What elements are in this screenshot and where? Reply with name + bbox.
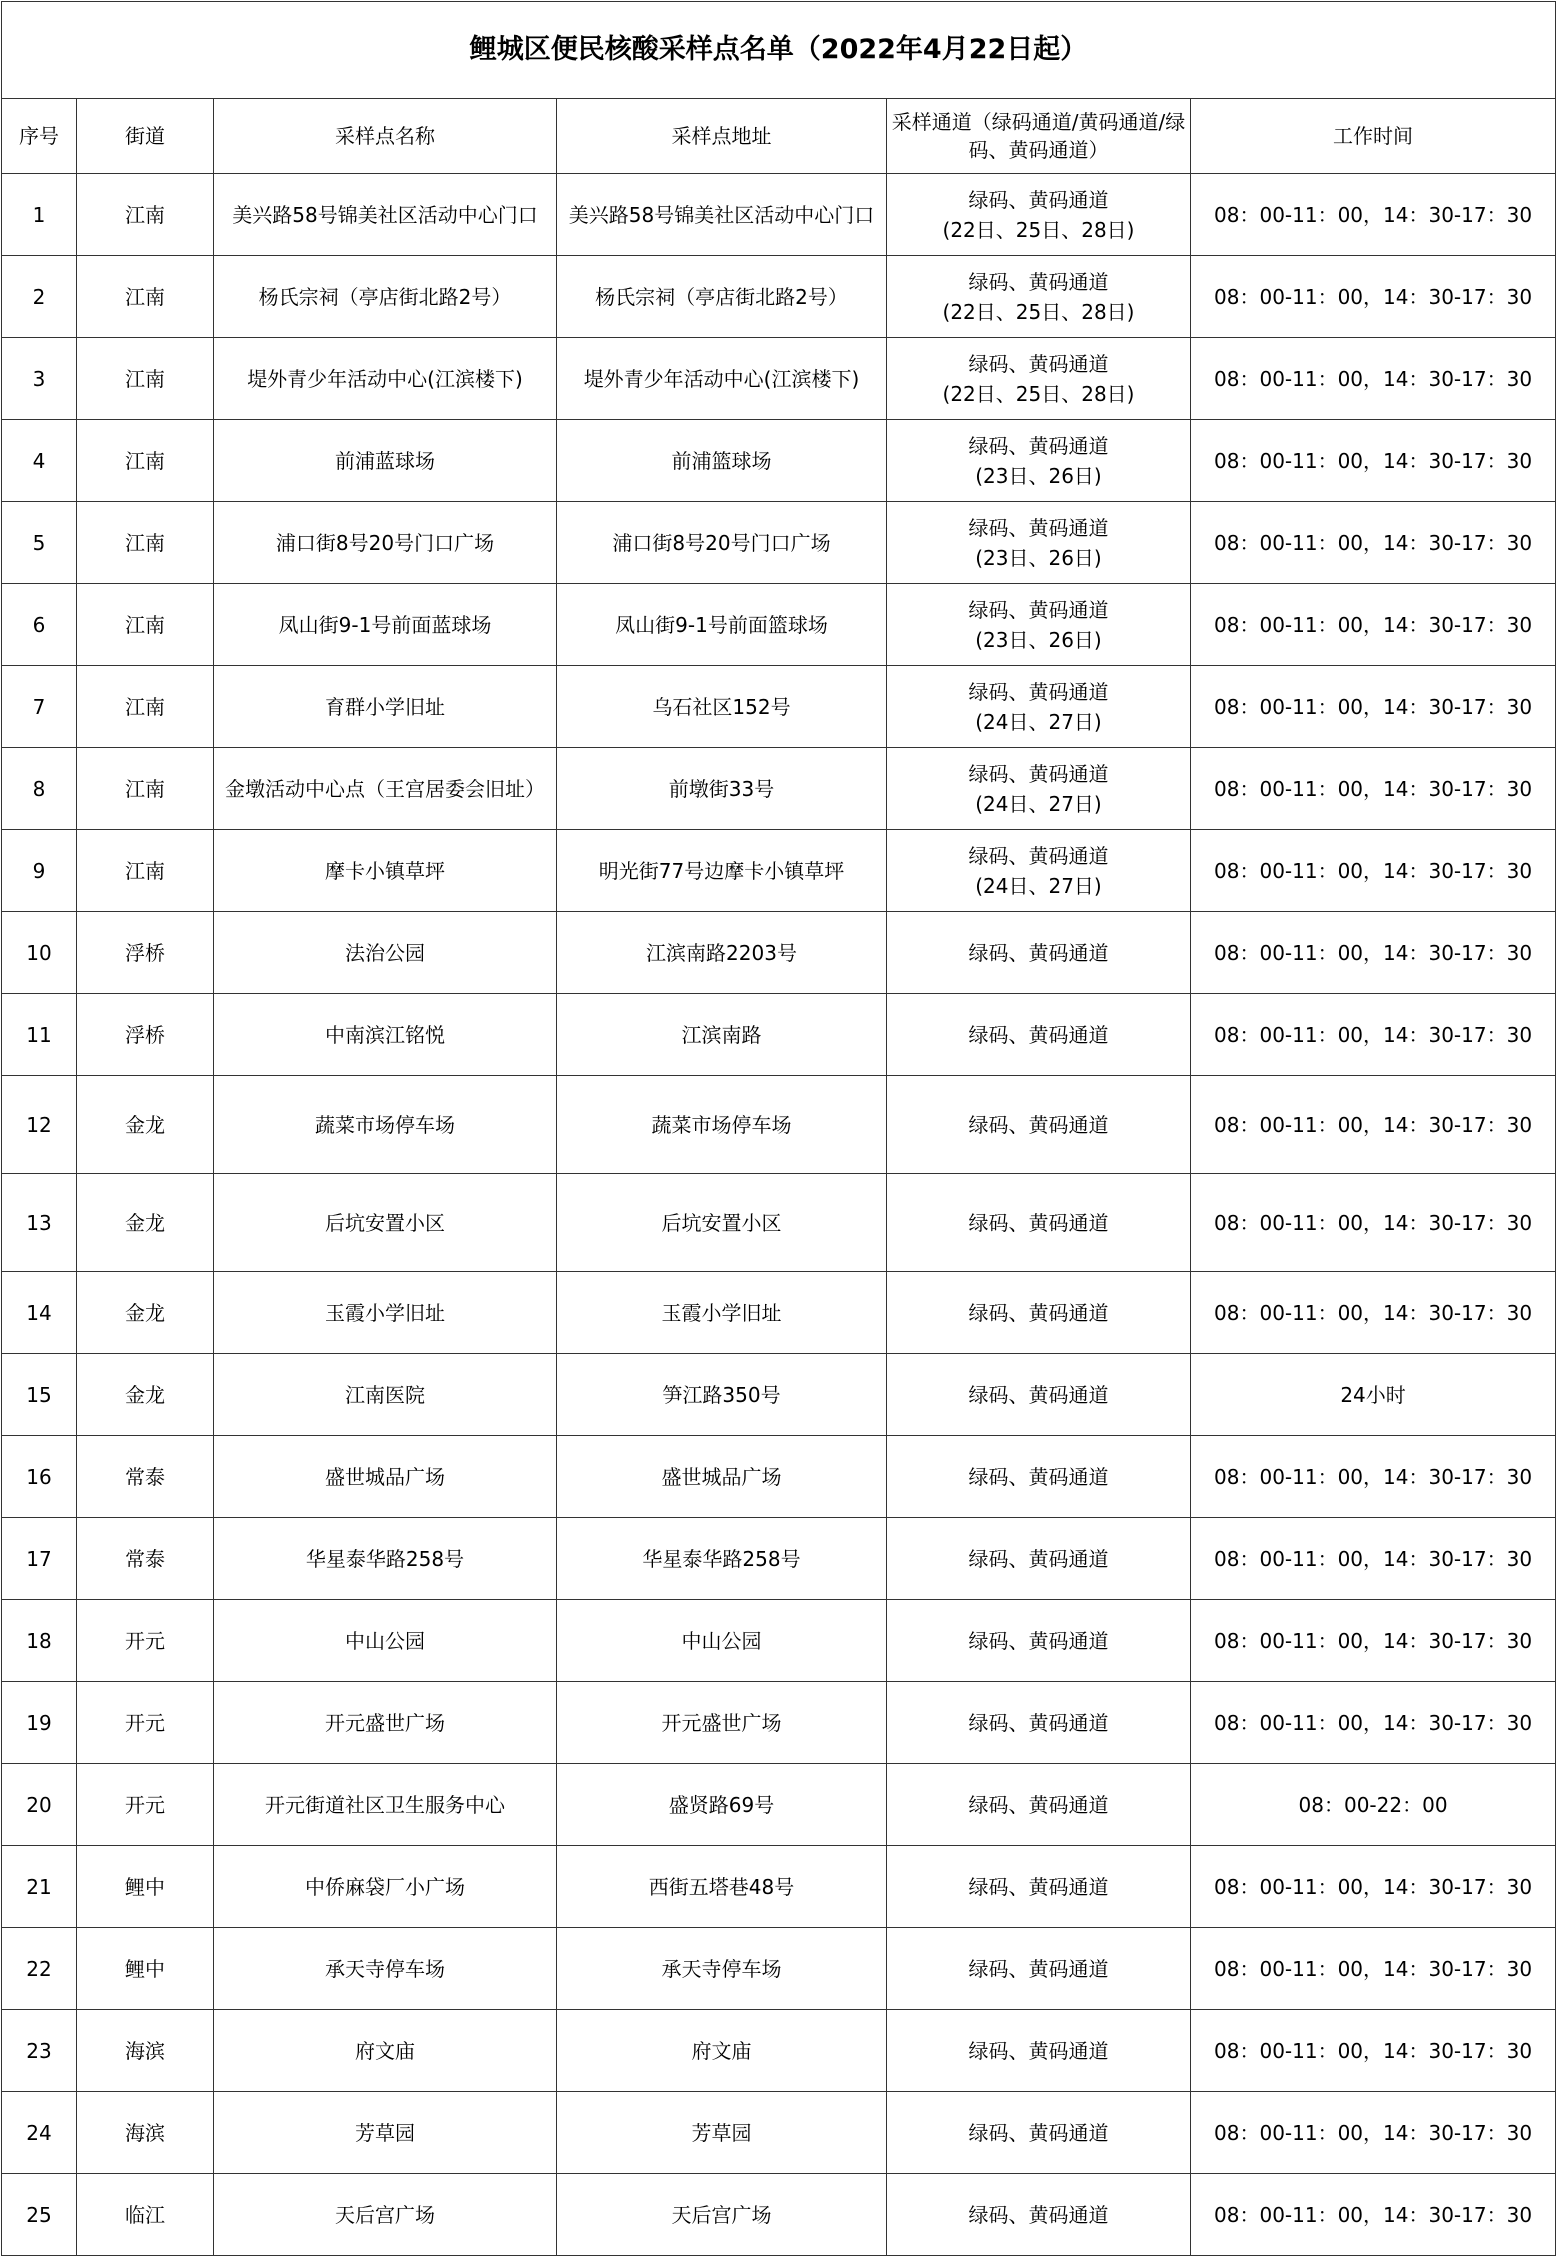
cell-hours: 08：00-11：00，14：30-17：30: [1191, 2174, 1556, 2256]
cell-no: 18: [2, 1600, 77, 1682]
cell-site-name: 天后宫广场: [214, 2174, 557, 2256]
cell-channel: [887, 1846, 1191, 1928]
cell-no: 14: [2, 1272, 77, 1354]
header-no: 序号: [2, 99, 77, 174]
cell-hours: 08：00-11：00，14：30-17：30: [1191, 748, 1556, 830]
cell-no: 21: [2, 1846, 77, 1928]
cell-no: 11: [2, 994, 77, 1076]
cell-site-address: 西街五塔巷48号: [557, 1846, 887, 1928]
cell-channel: [887, 1518, 1191, 1600]
cell-hours: 08：00-11：00，14：30-17：30: [1191, 256, 1556, 338]
cell-channel: [887, 1764, 1191, 1846]
cell-site-name: 凤山街9-1号前面蓝球场: [214, 584, 557, 666]
table-row: [2, 1846, 1556, 1928]
cell-site-name: 摩卡小镇草坪: [214, 830, 557, 912]
cell-no: 20: [2, 1764, 77, 1846]
cell-no: 24: [2, 2092, 77, 2174]
table-row: [2, 1764, 1556, 1846]
channel-days: (23日、26日): [975, 545, 1102, 570]
cell-site-address: 天后宫广场: [557, 2174, 887, 2256]
cell-channel: [887, 420, 1191, 502]
cell-hours: 08：00-11：00，14：30-17：30: [1191, 2010, 1556, 2092]
table-row: [2, 502, 1556, 584]
cell-channel: [887, 830, 1191, 912]
cell-site-address: 开元盛世广场: [557, 1682, 887, 1764]
cell-channel: [887, 2092, 1191, 2174]
cell-no: 25: [2, 2174, 77, 2256]
table-row: [2, 1174, 1556, 1272]
table-row: [2, 994, 1556, 1076]
cell-hours: 08：00-11：00，14：30-17：30: [1191, 1600, 1556, 1682]
cell-site-address: 芳草园: [557, 2092, 887, 2174]
cell-no: 17: [2, 1518, 77, 1600]
cell-site-name: 盛世城品广场: [214, 1436, 557, 1518]
cell-no: 23: [2, 2010, 77, 2092]
cell-channel: [887, 1436, 1191, 1518]
table-row: [2, 1436, 1556, 1518]
channel-days: (24日、27日): [975, 709, 1102, 734]
channel-type: 绿码、黄码通道: [968, 1546, 1109, 1571]
cell-site-address: 府文庙: [557, 2010, 887, 2092]
table-row: [2, 338, 1556, 420]
cell-no: 8: [2, 748, 77, 830]
cell-site-address: 中山公园: [557, 1600, 887, 1682]
channel-type: 绿码、黄码通道: [968, 1300, 1109, 1325]
cell-no: 4: [2, 420, 77, 502]
table-row: [2, 584, 1556, 666]
cell-site-name: 后坑安置小区: [214, 1174, 557, 1272]
table-row: [2, 1076, 1556, 1174]
table-row: [2, 2174, 1556, 2256]
cell-site-name: 开元街道社区卫生服务中心: [214, 1764, 557, 1846]
cell-street: 金龙: [77, 1076, 214, 1174]
table-row: [2, 1600, 1556, 1682]
header-channel: 采样通道（绿码通道/黄码通道/绿码、黄码通道）: [887, 99, 1191, 174]
cell-site-address: 美兴路58号锦美社区活动中心门口: [557, 174, 887, 256]
channel-type: 绿码、黄码通道: [968, 1874, 1109, 1899]
cell-site-address: 蔬菜市场停车场: [557, 1076, 887, 1174]
cell-site-address: 江滨南路: [557, 994, 887, 1076]
cell-street: 浮桥: [77, 994, 214, 1076]
cell-channel: [887, 1682, 1191, 1764]
cell-street: 江南: [77, 502, 214, 584]
cell-street: 开元: [77, 1682, 214, 1764]
cell-site-name: 前浦蓝球场: [214, 420, 557, 502]
cell-street: 江南: [77, 256, 214, 338]
header-site-address: 采样点地址: [557, 99, 887, 174]
table-row: [2, 1518, 1556, 1600]
cell-site-address: 后坑安置小区: [557, 1174, 887, 1272]
cell-site-address: 凤山街9-1号前面篮球场: [557, 584, 887, 666]
cell-hours: 08：00-11：00，14：30-17：30: [1191, 420, 1556, 502]
cell-hours: 08：00-11：00，14：30-17：30: [1191, 1518, 1556, 1600]
cell-hours: 08：00-11：00，14：30-17：30: [1191, 1272, 1556, 1354]
cell-hours: 08：00-11：00，14：30-17：30: [1191, 502, 1556, 584]
cell-site-address: 笋江路350号: [557, 1354, 887, 1436]
table-row: [2, 1928, 1556, 2010]
cell-site-name: 育群小学旧址: [214, 666, 557, 748]
channel-type: 绿码、黄码通道: [968, 1792, 1109, 1817]
cell-site-name: 蔬菜市场停车场: [214, 1076, 557, 1174]
cell-site-name: 杨氏宗祠（亭店街北路2号）: [214, 256, 557, 338]
channel-type: 绿码、黄码通道: [968, 351, 1109, 376]
cell-hours: 08：00-22：00: [1191, 1764, 1556, 1846]
channel-days: (22日、25日、28日): [942, 299, 1135, 324]
cell-hours: 08：00-11：00，14：30-17：30: [1191, 1846, 1556, 1928]
cell-no: 2: [2, 256, 77, 338]
cell-street: 鲤中: [77, 1928, 214, 2010]
table-row: [2, 748, 1556, 830]
table-row: [2, 2092, 1556, 2174]
table-row: [2, 174, 1556, 256]
cell-site-address: 华星泰华路258号: [557, 1518, 887, 1600]
cell-street: 金龙: [77, 1354, 214, 1436]
cell-hours: 08：00-11：00，14：30-17：30: [1191, 1928, 1556, 2010]
cell-site-name: 美兴路58号锦美社区活动中心门口: [214, 174, 557, 256]
cell-site-address: 盛贤路69号: [557, 1764, 887, 1846]
cell-no: 13: [2, 1174, 77, 1272]
cell-hours: 08：00-11：00，14：30-17：30: [1191, 174, 1556, 256]
cell-site-name: 开元盛世广场: [214, 1682, 557, 1764]
cell-channel: [887, 748, 1191, 830]
cell-street: 江南: [77, 748, 214, 830]
cell-hours: 08：00-11：00，14：30-17：30: [1191, 584, 1556, 666]
cell-street: 临江: [77, 2174, 214, 2256]
cell-site-name: 承天寺停车场: [214, 1928, 557, 2010]
channel-type: 绿码、黄码通道: [968, 433, 1109, 458]
cell-site-name: 堤外青少年活动中心(江滨楼下): [214, 338, 557, 420]
table-body: [2, 174, 1556, 2256]
cell-site-name: 江南医院: [214, 1354, 557, 1436]
cell-no: 3: [2, 338, 77, 420]
cell-channel: [887, 1600, 1191, 1682]
cell-site-name: 华星泰华路258号: [214, 1518, 557, 1600]
table-row: [2, 666, 1556, 748]
channel-type: 绿码、黄码通道: [968, 2038, 1109, 2063]
cell-no: 19: [2, 1682, 77, 1764]
cell-channel: [887, 1076, 1191, 1174]
cell-no: 6: [2, 584, 77, 666]
channel-type: 绿码、黄码通道: [968, 187, 1109, 212]
cell-street: 常泰: [77, 1436, 214, 1518]
cell-site-address: 承天寺停车场: [557, 1928, 887, 2010]
channel-type: 绿码、黄码通道: [968, 679, 1109, 704]
channel-type: 绿码、黄码通道: [968, 2120, 1109, 2145]
cell-street: 开元: [77, 1600, 214, 1682]
cell-street: 浮桥: [77, 912, 214, 994]
channel-type: 绿码、黄码通道: [968, 1112, 1109, 1137]
cell-channel: [887, 666, 1191, 748]
channel-type: 绿码、黄码通道: [968, 1382, 1109, 1407]
channel-type: 绿码、黄码通道: [968, 940, 1109, 965]
cell-site-address: 玉霞小学旧址: [557, 1272, 887, 1354]
cell-site-name: 中山公园: [214, 1600, 557, 1682]
cell-street: 海滨: [77, 2010, 214, 2092]
cell-street: 江南: [77, 174, 214, 256]
cell-street: 开元: [77, 1764, 214, 1846]
channel-type: 绿码、黄码通道: [968, 761, 1109, 786]
header-hours: 工作时间: [1191, 99, 1556, 174]
table-row: [2, 912, 1556, 994]
sampling-sites-table: [1, 1, 1556, 2256]
cell-no: 10: [2, 912, 77, 994]
channel-type: 绿码、黄码通道: [968, 1210, 1109, 1235]
header-street: 街道: [77, 99, 214, 174]
channel-type: 绿码、黄码通道: [968, 1628, 1109, 1653]
cell-no: 22: [2, 1928, 77, 2010]
cell-no: 5: [2, 502, 77, 584]
table-row: [2, 1272, 1556, 1354]
cell-site-name: 金墩活动中心点（王宫居委会旧址）: [214, 748, 557, 830]
sheet-title: 鲤城区便民核酸采样点名单（2022年4月22日起）: [2, 2, 1556, 99]
channel-type: 绿码、黄码通道: [968, 843, 1109, 868]
cell-no: 16: [2, 1436, 77, 1518]
cell-site-address: 盛世城品广场: [557, 1436, 887, 1518]
cell-channel: [887, 1354, 1191, 1436]
cell-no: 1: [2, 174, 77, 256]
channel-type: 绿码、黄码通道: [968, 1022, 1109, 1047]
cell-hours: 08：00-11：00，14：30-17：30: [1191, 1436, 1556, 1518]
cell-site-name: 府文庙: [214, 2010, 557, 2092]
channel-type: 绿码、黄码通道: [968, 269, 1109, 294]
cell-street: 江南: [77, 420, 214, 502]
cell-site-name: 玉霞小学旧址: [214, 1272, 557, 1354]
cell-site-address: 明光街77号边摩卡小镇草坪: [557, 830, 887, 912]
table-row: [2, 1354, 1556, 1436]
cell-channel: [887, 994, 1191, 1076]
cell-street: 鲤中: [77, 1846, 214, 1928]
channel-type: 绿码、黄码通道: [968, 1710, 1109, 1735]
table-row: [2, 830, 1556, 912]
cell-hours: 08：00-11：00，14：30-17：30: [1191, 666, 1556, 748]
channel-type: 绿码、黄码通道: [968, 515, 1109, 540]
channel-type: 绿码、黄码通道: [968, 2202, 1109, 2227]
cell-street: 江南: [77, 584, 214, 666]
cell-hours: 08：00-11：00，14：30-17：30: [1191, 912, 1556, 994]
header-site-name: 采样点名称: [214, 99, 557, 174]
cell-street: 金龙: [77, 1272, 214, 1354]
cell-hours: 08：00-11：00，14：30-17：30: [1191, 994, 1556, 1076]
cell-site-address: 江滨南路2203号: [557, 912, 887, 994]
cell-channel: [887, 1928, 1191, 2010]
channel-type: 绿码、黄码通道: [968, 1956, 1109, 1981]
cell-hours: 08：00-11：00，14：30-17：30: [1191, 1076, 1556, 1174]
cell-channel: [887, 584, 1191, 666]
cell-hours: 08：00-11：00，14：30-17：30: [1191, 1174, 1556, 1272]
cell-no: 12: [2, 1076, 77, 1174]
cell-no: 7: [2, 666, 77, 748]
cell-hours: 08：00-11：00，14：30-17：30: [1191, 1682, 1556, 1764]
cell-channel: [887, 1174, 1191, 1272]
cell-channel: [887, 256, 1191, 338]
cell-channel: [887, 2010, 1191, 2092]
cell-street: 江南: [77, 830, 214, 912]
cell-street: 海滨: [77, 2092, 214, 2174]
channel-type: 绿码、黄码通道: [968, 597, 1109, 622]
cell-site-address: 杨氏宗祠（亭店街北路2号）: [557, 256, 887, 338]
cell-site-address: 乌石社区152号: [557, 666, 887, 748]
cell-channel: [887, 174, 1191, 256]
cell-hours: 24小时: [1191, 1354, 1556, 1436]
channel-days: (23日、26日): [975, 627, 1102, 652]
channel-days: (22日、25日、28日): [942, 217, 1135, 242]
channel-days: (23日、26日): [975, 463, 1102, 488]
cell-site-name: 法治公园: [214, 912, 557, 994]
table-row: [2, 1682, 1556, 1764]
cell-hours: 08：00-11：00，14：30-17：30: [1191, 2092, 1556, 2174]
cell-channel: [887, 912, 1191, 994]
cell-site-name: 浦口街8号20号门口广场: [214, 502, 557, 584]
cell-site-name: 中侨麻袋厂小广场: [214, 1846, 557, 1928]
cell-hours: 08：00-11：00，14：30-17：30: [1191, 338, 1556, 420]
channel-type: 绿码、黄码通道: [968, 1464, 1109, 1489]
cell-channel: [887, 1272, 1191, 1354]
cell-site-address: 前浦篮球场: [557, 420, 887, 502]
cell-street: 江南: [77, 338, 214, 420]
channel-days: (24日、27日): [975, 873, 1102, 898]
table-row: [2, 256, 1556, 338]
cell-street: 金龙: [77, 1174, 214, 1272]
cell-channel: [887, 502, 1191, 584]
table-row: [2, 420, 1556, 502]
cell-no: 9: [2, 830, 77, 912]
cell-site-name: 芳草园: [214, 2092, 557, 2174]
cell-channel: [887, 338, 1191, 420]
cell-channel: [887, 2174, 1191, 2256]
cell-site-address: 前墩街33号: [557, 748, 887, 830]
channel-days: (24日、27日): [975, 791, 1102, 816]
cell-no: 15: [2, 1354, 77, 1436]
table-row: [2, 2010, 1556, 2092]
cell-site-address: 浦口街8号20号门口广场: [557, 502, 887, 584]
cell-street: 江南: [77, 666, 214, 748]
cell-site-address: 堤外青少年活动中心(江滨楼下): [557, 338, 887, 420]
cell-street: 常泰: [77, 1518, 214, 1600]
channel-days: (22日、25日、28日): [942, 381, 1135, 406]
cell-hours: 08：00-11：00，14：30-17：30: [1191, 830, 1556, 912]
cell-site-name: 中南滨江铭悦: [214, 994, 557, 1076]
